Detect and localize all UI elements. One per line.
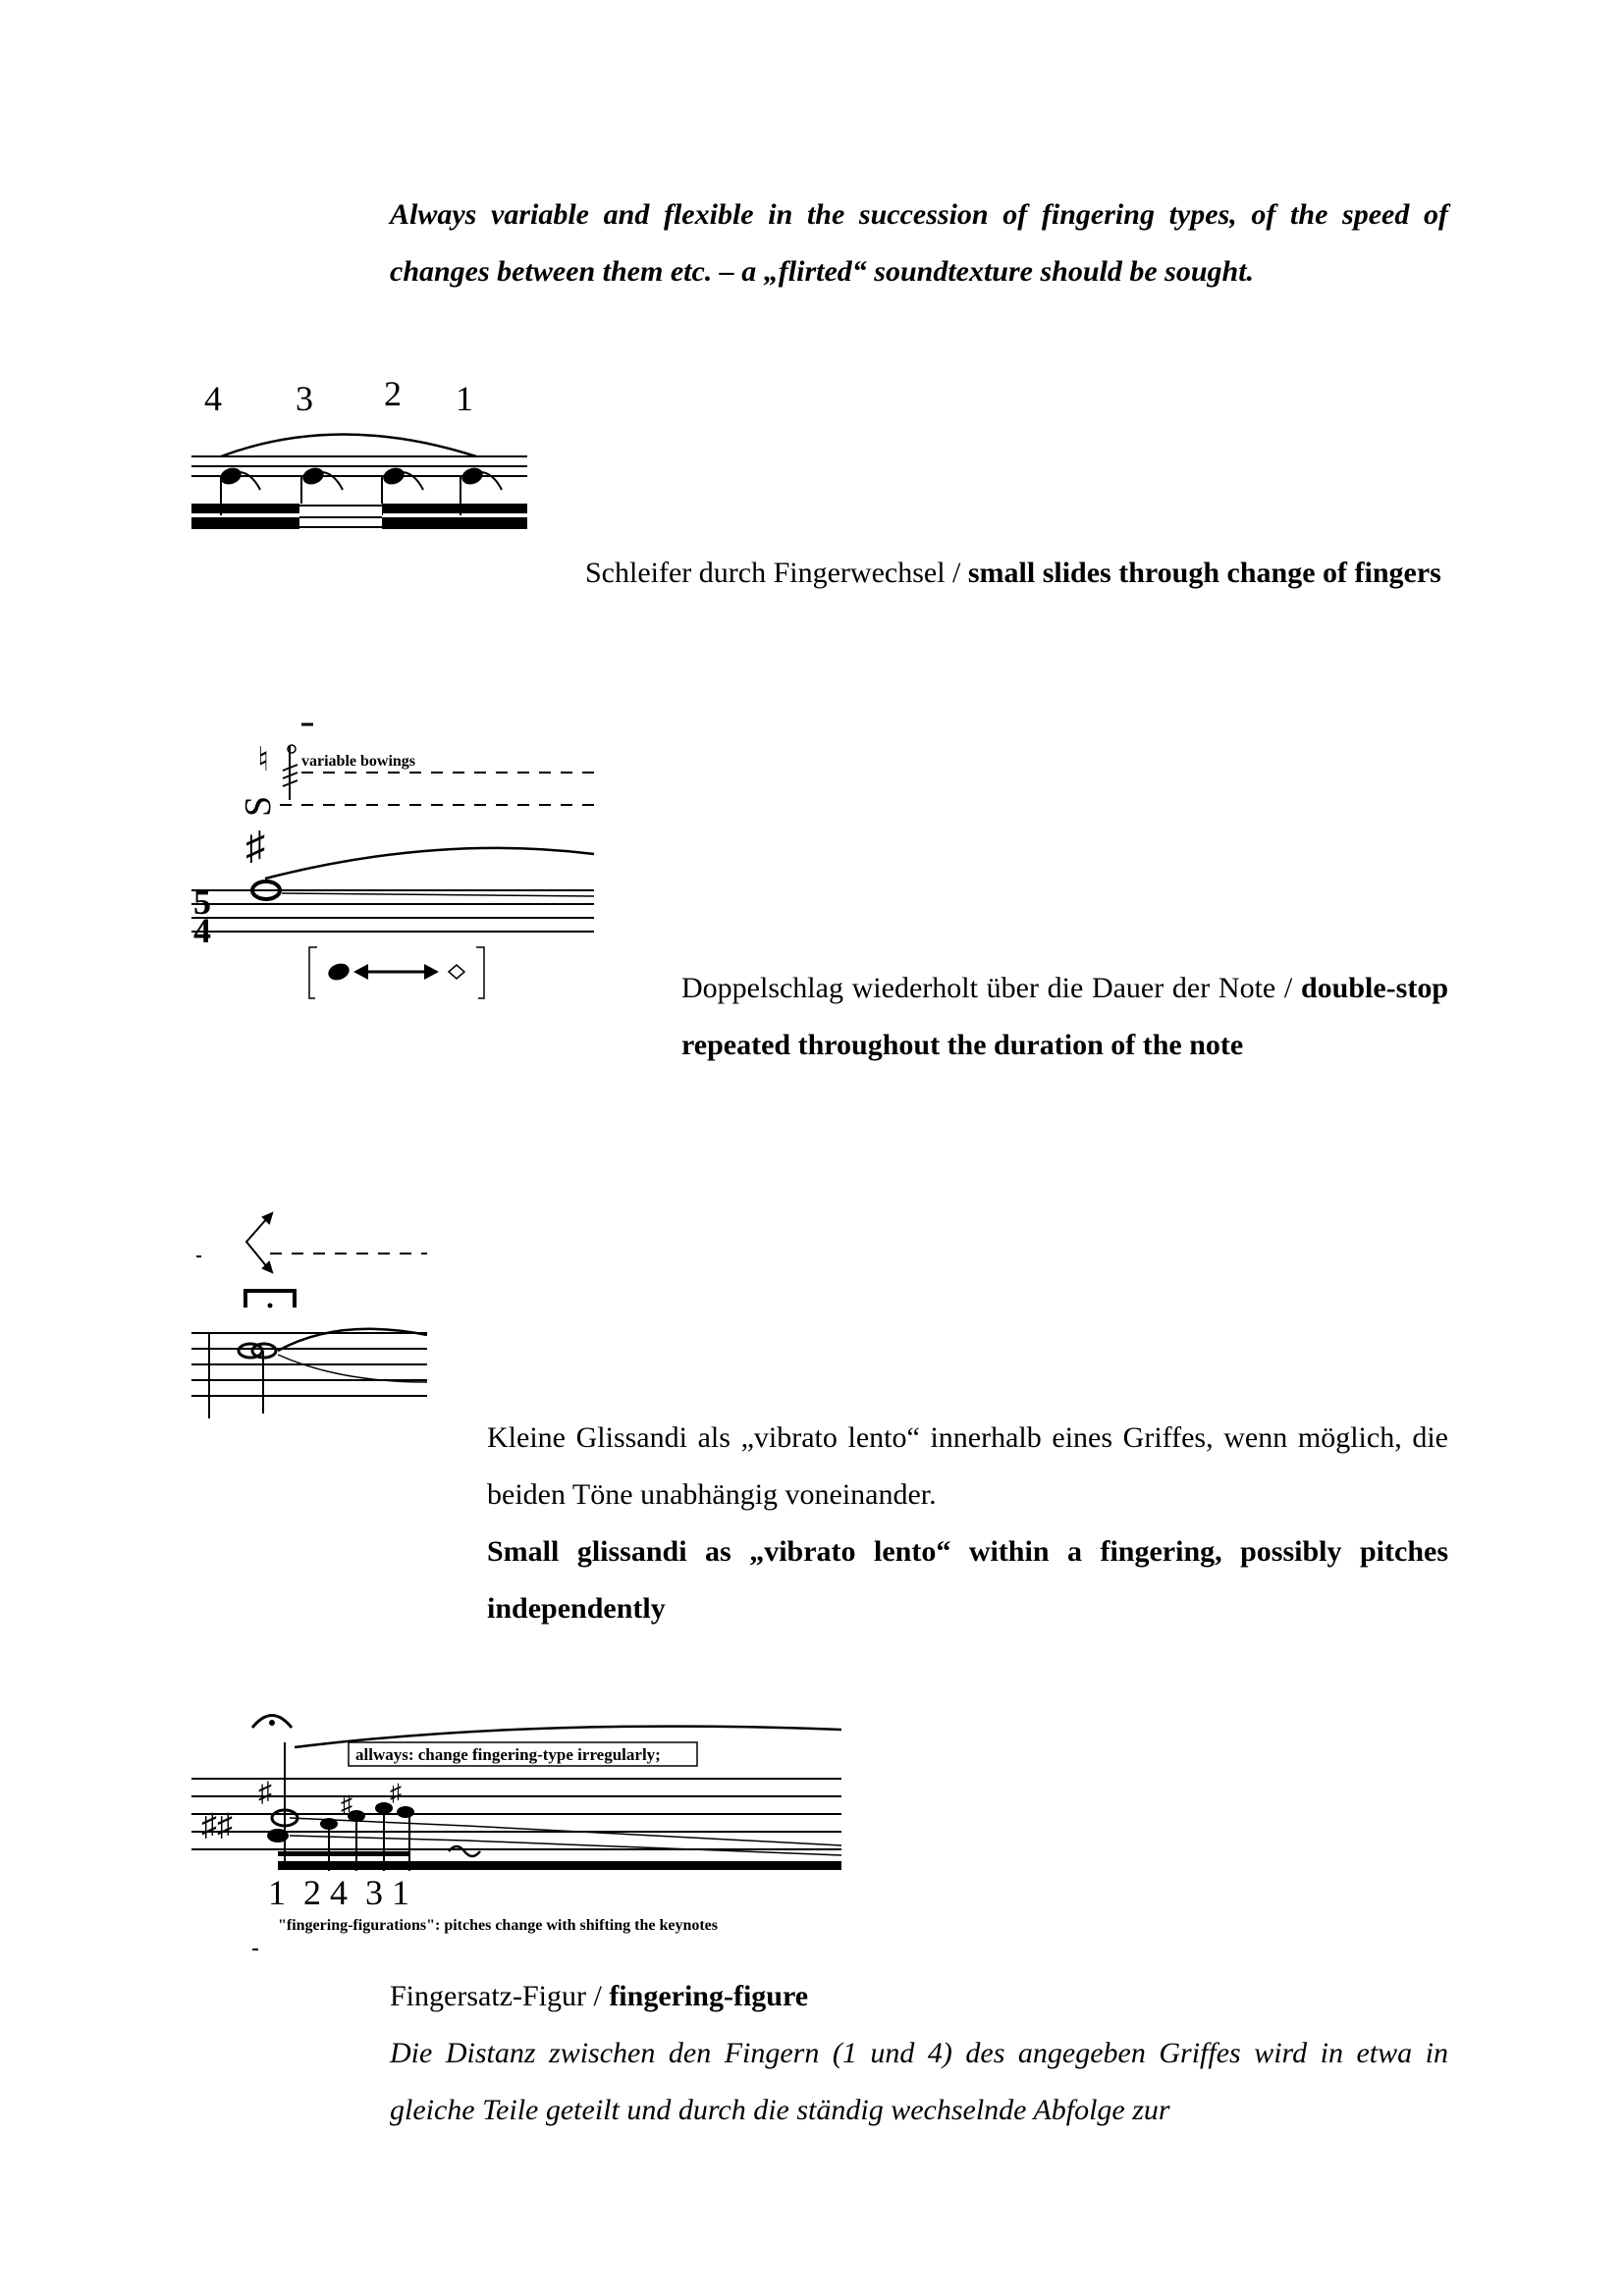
music-figure-double-stop (191, 721, 604, 1006)
natural-sign: ♮ (257, 742, 270, 778)
svg-text:♯: ♯ (341, 1792, 352, 1818)
sharp-sign: ♯ (245, 824, 265, 868)
sharp-sign: ♯ (258, 1778, 272, 1808)
music-figure-fingering-figure (191, 1698, 849, 1958)
double-arrow (353, 964, 439, 980)
slur (221, 435, 476, 457)
caption-fingering-figure (390, 1968, 1448, 2139)
note-cluster (267, 1781, 841, 1871)
staff (191, 1333, 427, 1396)
slur (295, 1727, 841, 1747)
caption-english: small slides through change of fingers (967, 557, 1441, 589)
variable-bowings-label: variable bowings (301, 753, 416, 770)
bracket-right (476, 947, 484, 998)
finger-numbers: 1 2 4 3 1 (268, 1873, 409, 1912)
music-figure-glissandi (191, 1207, 437, 1433)
fermata (252, 1716, 292, 1729)
staff (191, 1779, 841, 1849)
finger-number: 1 (456, 379, 473, 418)
caption-body: Die Distanz zwischen den Fingern (1 und 4) des angegeben Griffes wird in etwa in gleiche Teile geteilt und durch die ständig wechselnde Abfolge zur (390, 2037, 1448, 2126)
instruction-box-label: allways: change fingering-type irregularly; (355, 1745, 661, 1764)
bracket-left (309, 947, 317, 998)
finger-number: 3 (296, 379, 313, 418)
slur (265, 848, 594, 879)
caption-glissandi (487, 1410, 1448, 1637)
caption-german: Doppelschlag wiederholt über die Dauer der Note / (681, 972, 1301, 1004)
caption-double-stop (681, 960, 1448, 1074)
caption-heading (390, 1968, 1448, 2025)
intro-paragraph: Always variable and flexible in the succession of fingering types, of the speed of changes between them etc. – a „flirted“ soundtexture should be sought. (390, 198, 1448, 288)
music-figure-finger-slides (191, 368, 535, 545)
caption-german: Schleifer durch Fingerwechsel / (585, 557, 968, 589)
arrow-symbol (246, 1213, 272, 1272)
caption-english: fingering-figure (609, 1980, 809, 2012)
time-signature-bottom: 4 (193, 911, 211, 950)
finger-number: 4 (204, 379, 222, 418)
beams (191, 504, 527, 529)
tilde (449, 1846, 480, 1856)
key-signature: ♯♯ (201, 1807, 233, 1842)
harmonic-note (449, 965, 464, 979)
staff (191, 890, 594, 932)
hairpin (282, 893, 594, 896)
caption-finger-slides (585, 545, 1448, 602)
caption-german: Fingersatz-Figur / (390, 1980, 610, 2012)
time-signature-top: 5 (193, 882, 211, 922)
caption-english: double-stop repeated throughout the duration of the note (681, 972, 1448, 1061)
beams (278, 1851, 841, 1870)
caption-german: Kleine Glissandi als „vibrato lento“ innerhalb eines Griffes, wenn möglich, die beiden Töne unabhängig voneinander. (487, 1421, 1448, 1511)
tremolo-stem (283, 746, 298, 800)
svg-text:♯: ♯ (390, 1781, 402, 1806)
fingering-figurations-note: "fingering-figurations": pitches change with shifting the keynotes (278, 1917, 718, 1934)
turn-symbol: S (238, 795, 279, 817)
finger-number: 2 (384, 374, 402, 413)
caption-english: Small glissandi as „vibrato lento“ within a fingering, possibly pitches independently (487, 1535, 1448, 1625)
filled-note (326, 961, 352, 984)
glissando-line (278, 1355, 427, 1382)
